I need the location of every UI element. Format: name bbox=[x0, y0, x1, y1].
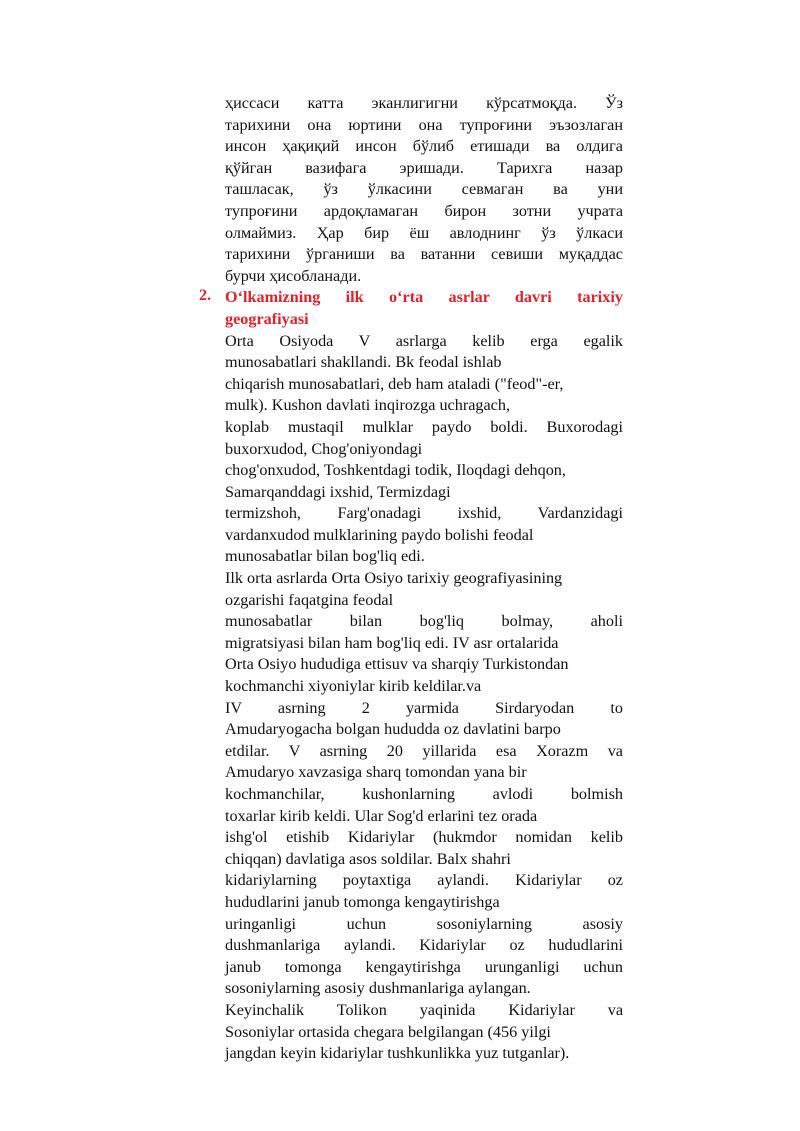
text-line: termizshoh, Farg'onadagi ixshid, Vardanzidagi bbox=[225, 504, 623, 523]
text-line: kidariylarning poytaxtiga aylandi. Kidariylar oz bbox=[225, 871, 623, 890]
text-line: олмаймиз. Ҳар бир ёш авлоднинг ўз ўлкаси bbox=[225, 223, 623, 242]
text-line: қўйган вазифага эришади. Тарихга назар bbox=[225, 158, 623, 177]
text-line: Amudaryo xavzasiga sharq tomondan yana bir bbox=[225, 763, 527, 782]
text-line: chog'onxudod, Toshkentdagi todik, Iloqdagi dehqon, bbox=[225, 461, 566, 480]
text-line: Orta Osiyo hududiga ettisuv va sharqiy Turkistondan bbox=[225, 655, 569, 674]
text-line: тупроғини ардоқламаган бирон зотни учрата bbox=[225, 201, 623, 220]
text-line: ҳиссаси катта эканлигигни кўрсатмоқда. Ўз bbox=[225, 94, 623, 112]
section-heading-line: geografiyasi bbox=[225, 309, 309, 328]
text-line: uringanligi uchun sosoniylarning asosiy bbox=[225, 914, 623, 933]
section-heading-line: O‘lkamizning ilk o‘rta asrlar davri tarixiy bbox=[225, 288, 623, 307]
text-line: ташласак, ўз ўлкасини севмаган ва уни bbox=[225, 180, 623, 199]
text-line: тарихини ўрганиши ва ватанни севиши муқаддас bbox=[225, 245, 623, 264]
text-line: janub tomonga kengaytirishga urunganligi uchun bbox=[225, 957, 623, 976]
text-line: тарихини она юртини она тупроғини эъзозлаган bbox=[225, 115, 623, 134]
text-line: бурчи ҳисобланади. bbox=[225, 266, 362, 285]
text-line: Ilk orta asrlarda Orta Osiyo tarixiy geografiyasining bbox=[225, 569, 563, 588]
text-line: sosoniylarning asosiy dushmanlariga aylangan. bbox=[225, 979, 531, 998]
text-line: ishg'ol etishib Kidariylar (hukmdor nomidan kelib bbox=[225, 828, 623, 847]
text-line: chiqqan) davlatiga asos soldilar. Balx shahri bbox=[225, 849, 511, 868]
text-line: hududlarini janub tomonga kengaytirishga bbox=[225, 892, 500, 911]
text-line: kochmanchilar, kushonlarning avlodi bolmish bbox=[225, 785, 623, 803]
text-line: инсон ҳақиқий инсон бўлиб етишади ва олдига bbox=[225, 137, 623, 156]
document-page bbox=[199, 93, 623, 1065]
section-heading bbox=[199, 287, 623, 330]
text-line: migratsiyasi bilan ham bog'liq edi. IV asr ortalarida bbox=[225, 633, 559, 652]
text-line: IV asrning 2 yarmida Sirdaryodan to bbox=[225, 698, 623, 717]
text-line: Orta Osiyoda V asrlarga kelib erga egalik bbox=[225, 331, 623, 350]
text-line: jangdan keyin kidariylar tushkunlikka yuz tutganlar). bbox=[225, 1044, 570, 1063]
intro-paragraph bbox=[225, 93, 623, 287]
text-line: munosabatlar bilan bog'liq edi. bbox=[225, 547, 425, 566]
text-line: toxarlar kirib keldi. Ular Sog'd erlarini tez orada bbox=[225, 806, 538, 825]
text-line: chiqarish munosabatlari, deb ham ataladi ("feod"-er, bbox=[225, 374, 564, 393]
section-number: 2. bbox=[199, 287, 211, 305]
text-line: mulk). Kushon davlati inqirozga uchragach, bbox=[225, 396, 510, 415]
text-line: ozgarishi faqatgina feodal bbox=[225, 590, 394, 609]
text-line: Amudaryogacha bolgan hududda oz davlatini barpo bbox=[225, 720, 561, 739]
text-line: Samarqanddagi ixshid, Termizdagi bbox=[225, 482, 451, 501]
section-body bbox=[225, 331, 623, 1065]
text-line: munosabatlar bilan bog'liq bolmay, aholi bbox=[225, 612, 623, 631]
text-line: Sosoniylar ortasida chegara belgilangan (456 yilgi bbox=[225, 1022, 551, 1041]
text-line: koplab mustaqil mulklar paydo boldi. Buxorodagi bbox=[225, 417, 623, 436]
text-line: munosabatlari shakllandi. Bk feodal ishlab bbox=[225, 353, 502, 372]
text-line: etdilar. V asrning 20 yillarida esa Xorazm va bbox=[225, 741, 623, 760]
text-line: Keyinchalik Tolikon yaqinida Kidariylar va bbox=[225, 1000, 623, 1019]
text-line: dushmanlariga aylandi. Kidariylar oz hududlarini bbox=[225, 936, 623, 955]
text-line: kochmanchi xiyoniylar kirib keldilar.va bbox=[225, 677, 482, 696]
text-line: vardanxudod mulklarining paydo bolishi feodal bbox=[225, 525, 534, 544]
text-line: buxorxudod, Chog'oniyondagi bbox=[225, 439, 423, 458]
